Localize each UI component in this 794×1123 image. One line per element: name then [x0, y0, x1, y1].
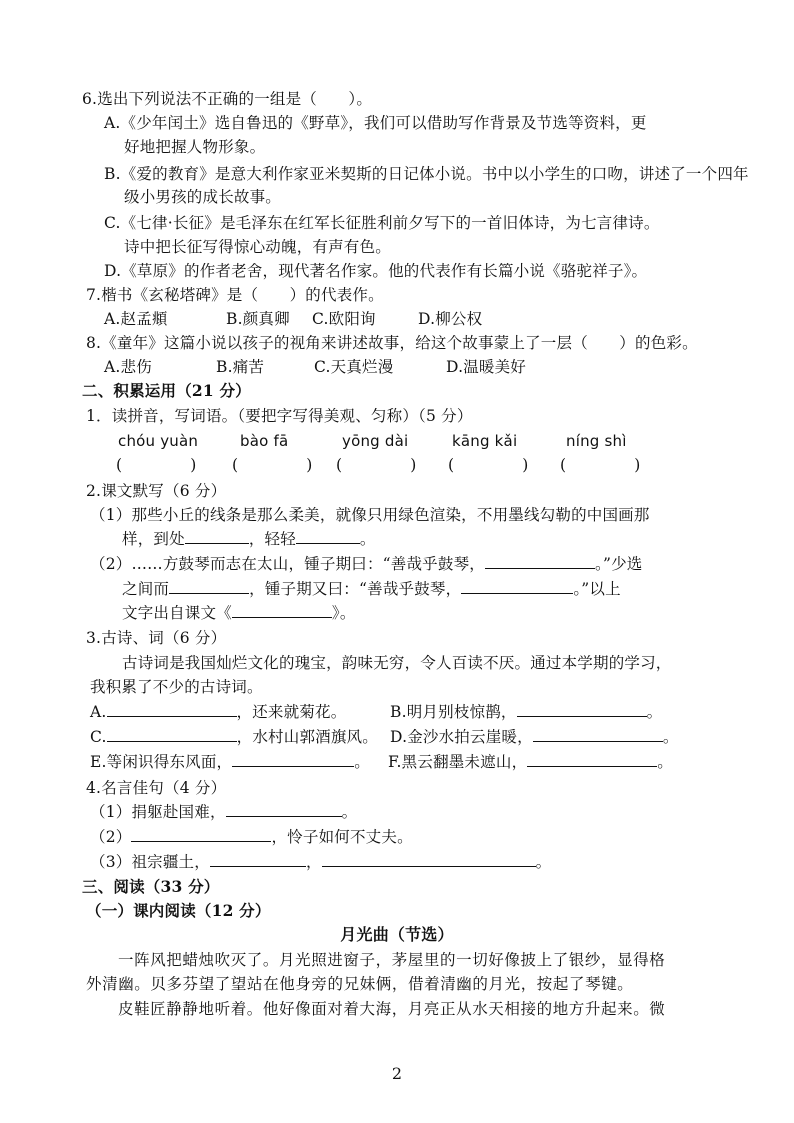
pinyin-3: yōng dài	[342, 432, 409, 450]
sec2-q3-c: C. ，水村山郭酒旗风。	[90, 728, 378, 746]
blank[interactable]	[485, 554, 595, 569]
sec2-q3-a: A. ，还来就菊花。	[90, 703, 347, 721]
sec2-q2-line2: 样，到处 ，轻轻 。	[122, 530, 376, 548]
blank[interactable]	[131, 827, 271, 842]
blank[interactable]	[185, 529, 249, 544]
sec2-q3-d: D.金沙水拍云崖暖， 。	[390, 728, 679, 746]
blank[interactable]	[232, 752, 354, 767]
q6-option-a-line2: 好地把握人物形象。	[124, 138, 266, 156]
sec2-q3-stem: 3.古诗、词（6 分）	[86, 629, 227, 647]
sec2-q2-stem: 2.课文默写（6 分）	[86, 482, 227, 500]
pinyin-answer-5[interactable]: ( )	[560, 456, 641, 474]
q6-option-d: D.《草原》的作者老舍，现代著名作家。他的代表作有长篇小说《骆驼祥子》。	[104, 262, 648, 280]
sec2-q3-intro1: 古诗词是我国灿烂文化的瑰宝，韵味无穷，令人百读不厌。通过本学期的学习，	[122, 654, 672, 672]
section-3-sub1: （一）课内阅读（12 分）	[86, 901, 271, 920]
page-number: 2	[391, 1064, 403, 1083]
sec2-q4-stem: 4.名言佳句（4 分）	[86, 779, 227, 797]
section-3-title: 三、阅读（33 分）	[82, 877, 220, 896]
pinyin-2: bào fā	[240, 432, 289, 450]
q8-option-a: A.悲伤	[104, 358, 152, 376]
q6-option-c-line1: C.《七律·长征》是毛泽东在红军长征胜利前夕写下的一首旧体诗，为七言律诗。	[104, 214, 660, 232]
q8-option-c: C.天真烂漫	[314, 358, 394, 376]
blank[interactable]	[107, 727, 237, 742]
blank[interactable]	[232, 603, 332, 618]
passage-line-1: 一阵风把蜡烛吹灭了。月光照进窗子，茅屋里的一切好像披上了银纱，显得格	[118, 951, 666, 969]
pinyin-answer-4[interactable]: ( )	[448, 456, 529, 474]
sec2-q4-line3: （3）祖宗疆土， ， 。	[90, 853, 552, 871]
sec2-q2-line3: （2）……方鼓琴而志在太山，锺子期曰：“善哉乎鼓琴， 。”少选	[90, 555, 643, 573]
q6-option-c-line2: 诗中把长征写得惊心动魄，有声有色。	[124, 238, 391, 256]
sec2-q3-intro2: 我积累了不少的古诗词。	[90, 678, 263, 696]
blank[interactable]	[527, 752, 657, 767]
blank[interactable]	[461, 579, 573, 594]
passage-line-3: 皮鞋匠静静地听着。他好像面对着大海，月亮正从水天相接的地方升起来。微	[118, 1000, 666, 1018]
blank[interactable]	[107, 702, 237, 717]
blank[interactable]	[322, 852, 536, 867]
blank[interactable]	[517, 702, 647, 717]
sec2-q4-line2: （2） ，怜子如何不丈夫。	[90, 828, 413, 846]
sec2-q3-f: F.黑云翻墨未遮山， 。	[388, 753, 673, 771]
passage-title: 月光曲（节选）	[340, 925, 454, 944]
sec2-q2-line1: （1）那些小丘的线条是那么柔美，就像只用绿色渲染，不用墨线勾勒的中国画那	[90, 506, 650, 524]
sec2-q3-e: E.等闲识得东风面， 。	[90, 753, 370, 771]
sec2-q2-line5: 文字出自课文《 》。	[122, 604, 356, 622]
pinyin-answer-3[interactable]: ( )	[336, 456, 417, 474]
q7-option-c: C.欧阳询	[312, 310, 376, 328]
sec2-q3-b: B.明月别枝惊鹊， 。	[390, 703, 663, 721]
q6-option-b-line1: B.《爱的教育》是意大利作家亚米契斯的日记体小说。书中以小学生的口吻，讲述了一个四年	[104, 165, 749, 183]
q8-option-b: B.痛苦	[216, 358, 265, 376]
pinyin-5: níng shì	[566, 432, 627, 450]
pinyin-answer-2[interactable]: ( )	[232, 456, 313, 474]
blank[interactable]	[210, 852, 306, 867]
q6-option-a-line1: A.《少年闰土》选自鲁迅的《野草》，我们可以借助写作背景及节选等资料，更	[104, 114, 647, 132]
passage-line-2: 外清幽。贝多芬望了望站在他身旁的兄妹俩，借着清幽的月光，按起了琴键。	[86, 975, 634, 993]
sec2-q1-stem: 1．读拼音，写词语。（要把字写得美观、匀称）（5 分）	[86, 407, 473, 425]
q6-stem: 6.选出下列说法不正确的一组是（ ）。	[82, 90, 373, 108]
sec2-q4-line1: （1）捐躯赴国难， 。	[90, 803, 358, 821]
q8-option-d: D.温暖美好	[446, 358, 527, 376]
sec2-q2-line4: 之间而 ，锺子期又曰：“善哉乎鼓琴， 。”以上	[122, 580, 621, 598]
q7-option-d: D.柳公权	[418, 310, 483, 328]
blank[interactable]	[226, 802, 342, 817]
q7-option-b: B.颜真卿	[226, 310, 290, 328]
blank[interactable]	[296, 529, 360, 544]
blank[interactable]	[169, 579, 249, 594]
pinyin-answer-1[interactable]: ( )	[116, 456, 197, 474]
q7-option-a: A.赵孟頫	[104, 310, 168, 328]
blank[interactable]	[533, 727, 663, 742]
section-2-title: 二、积累运用（21 分）	[82, 381, 251, 400]
q6-option-b-line2: 级小男孩的成长故事。	[124, 188, 282, 206]
pinyin-4: kāng kǎi	[452, 432, 518, 450]
q7-stem: 7.楷书《玄秘塔碑》是（ ）的代表作。	[86, 286, 384, 304]
q8-stem: 8.《童年》这篇小说以孩子的视角来讲述故事，给这个故事蒙上了一层（ ）的色彩。	[86, 334, 698, 352]
pinyin-1: chóu yuàn	[118, 432, 199, 450]
